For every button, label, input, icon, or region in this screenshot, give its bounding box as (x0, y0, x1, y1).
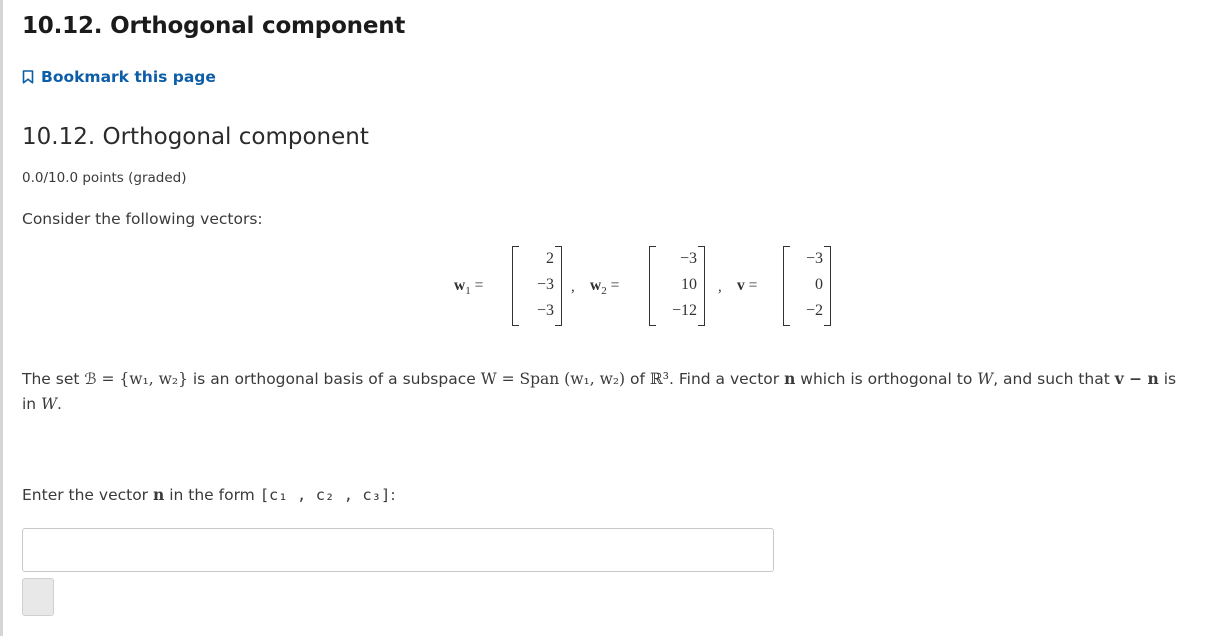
math-w: W (977, 370, 994, 388)
left-border (0, 0, 3, 636)
bookmark-icon (22, 70, 34, 84)
vector-w1-matrix (512, 246, 562, 326)
separator: , (571, 279, 575, 295)
matrix-cell: −3 (536, 302, 554, 319)
page-title: 10.12. Orthogonal component (22, 13, 406, 39)
math-n: n (784, 369, 796, 388)
math-v-minus-n: v − n (1114, 369, 1159, 388)
answer-prompt: Enter the vector n in the form [c₁ , c₂ , c₃]: (22, 485, 396, 504)
matrix-cell: −3 (679, 250, 697, 267)
vector-definitions (430, 246, 830, 328)
separator: , (718, 279, 722, 295)
vector-label-w1: $w_1$ = (454, 277, 484, 298)
matrix-cell: −3 (536, 276, 554, 293)
math-n: n (153, 485, 165, 504)
matrix-cell: −3 (805, 250, 823, 267)
math-span: W = Span (w₁, w₂) (480, 370, 626, 388)
math-w: W (41, 395, 57, 413)
matrix-cell: 2 (546, 250, 554, 267)
matrix-cell: 10 (681, 276, 697, 293)
points-label: 0.0/10.0 points (graded) (22, 170, 187, 186)
vector-v-matrix (783, 246, 831, 326)
vector-w2-matrix (649, 246, 705, 326)
answer-format: [c₁ , c₂ , c₃] (259, 486, 391, 504)
matrix-cell: −2 (805, 302, 823, 319)
vector-label-v: v = (737, 277, 758, 294)
matrix-cell: 0 (815, 276, 823, 293)
math-basis: ℬ = {w₁, w₂} (84, 370, 188, 388)
bookmark-label: Bookmark this page (41, 68, 216, 86)
submit-button[interactable] (22, 578, 54, 616)
bookmark-button[interactable] (22, 68, 216, 86)
matrix-cell: −12 (671, 302, 697, 319)
math-r3: ℝ³ (649, 370, 669, 388)
problem-intro: Consider the following vectors: (22, 210, 263, 228)
answer-input[interactable] (22, 528, 774, 572)
vector-label-w2: $w_2$ = (590, 277, 620, 298)
problem-title: 10.12. Orthogonal component (22, 124, 369, 150)
problem-statement: The set ℬ = {w₁, w₂} is an orthogonal basis of a subspace W = Span (w₁, w₂) of ℝ³. Find a vector n which is orthogonal to W, and such that v − n is in W. (22, 369, 1177, 413)
